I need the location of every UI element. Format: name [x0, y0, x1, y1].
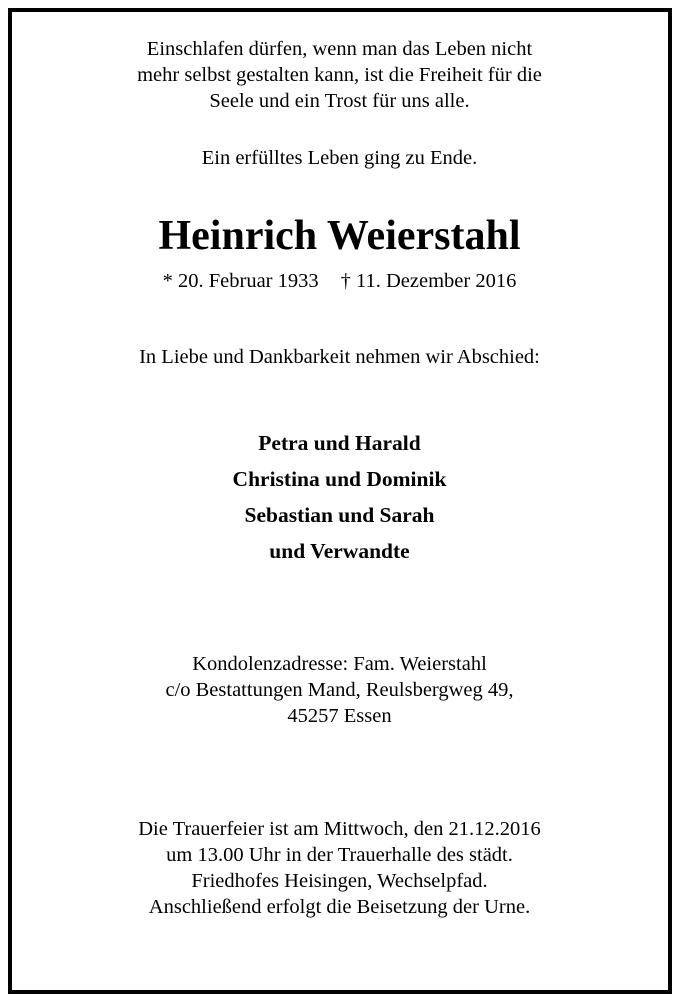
poem-line: Seele und ein Trost für uns alle.: [209, 90, 470, 112]
funeral-service-info: [12, 816, 667, 920]
poem-line: Einschlafen dürfen, wenn man das Leben nicht: [146, 38, 533, 60]
deceased-name: Heinrich Weierstahl: [158, 213, 521, 259]
life-dates: [12, 268, 667, 294]
mourner-line: Petra und Harald: [258, 431, 421, 455]
address-line: 45257 Essen: [287, 705, 392, 727]
death-date: † 11. Dezember 2016: [340, 270, 517, 292]
farewell-line: In Liebe und Dankbarkeit nehmen wir Abschied:: [139, 346, 540, 368]
address-line: c/o Bestattungen Mand, Reulsbergweg 49,: [165, 679, 514, 701]
mourner-line: Sebastian und Sarah: [244, 503, 435, 527]
service-line: Anschließend erfolgt die Beisetzung der Urne.: [148, 896, 531, 918]
fulfilled-life-line: Ein erfülltes Leben ging zu Ende.: [201, 147, 478, 169]
mourner-line: und Verwandte: [269, 539, 410, 563]
fulfilled-life-text: [12, 145, 667, 171]
mourners-list: [12, 425, 667, 569]
service-line: um 13.00 Uhr in der Trauerhalle des städt.: [166, 844, 513, 866]
service-line: Friedhofes Heisingen, Wechselpfad.: [191, 870, 488, 892]
condolence-address: [12, 651, 667, 729]
farewell-text: [12, 344, 667, 370]
birth-date: * 20. Februar 1933: [162, 270, 319, 292]
poem-line: mehr selbst gestalten kann, ist die Freiheit für die: [137, 64, 542, 86]
mourner-line: Christina und Dominik: [232, 467, 447, 491]
address-line: Kondolenzadresse: Fam. Weierstahl: [192, 653, 487, 675]
poem: [12, 36, 667, 114]
service-line: Die Trauerfeier ist am Mittwoch, den 21.12.2016: [138, 818, 541, 840]
